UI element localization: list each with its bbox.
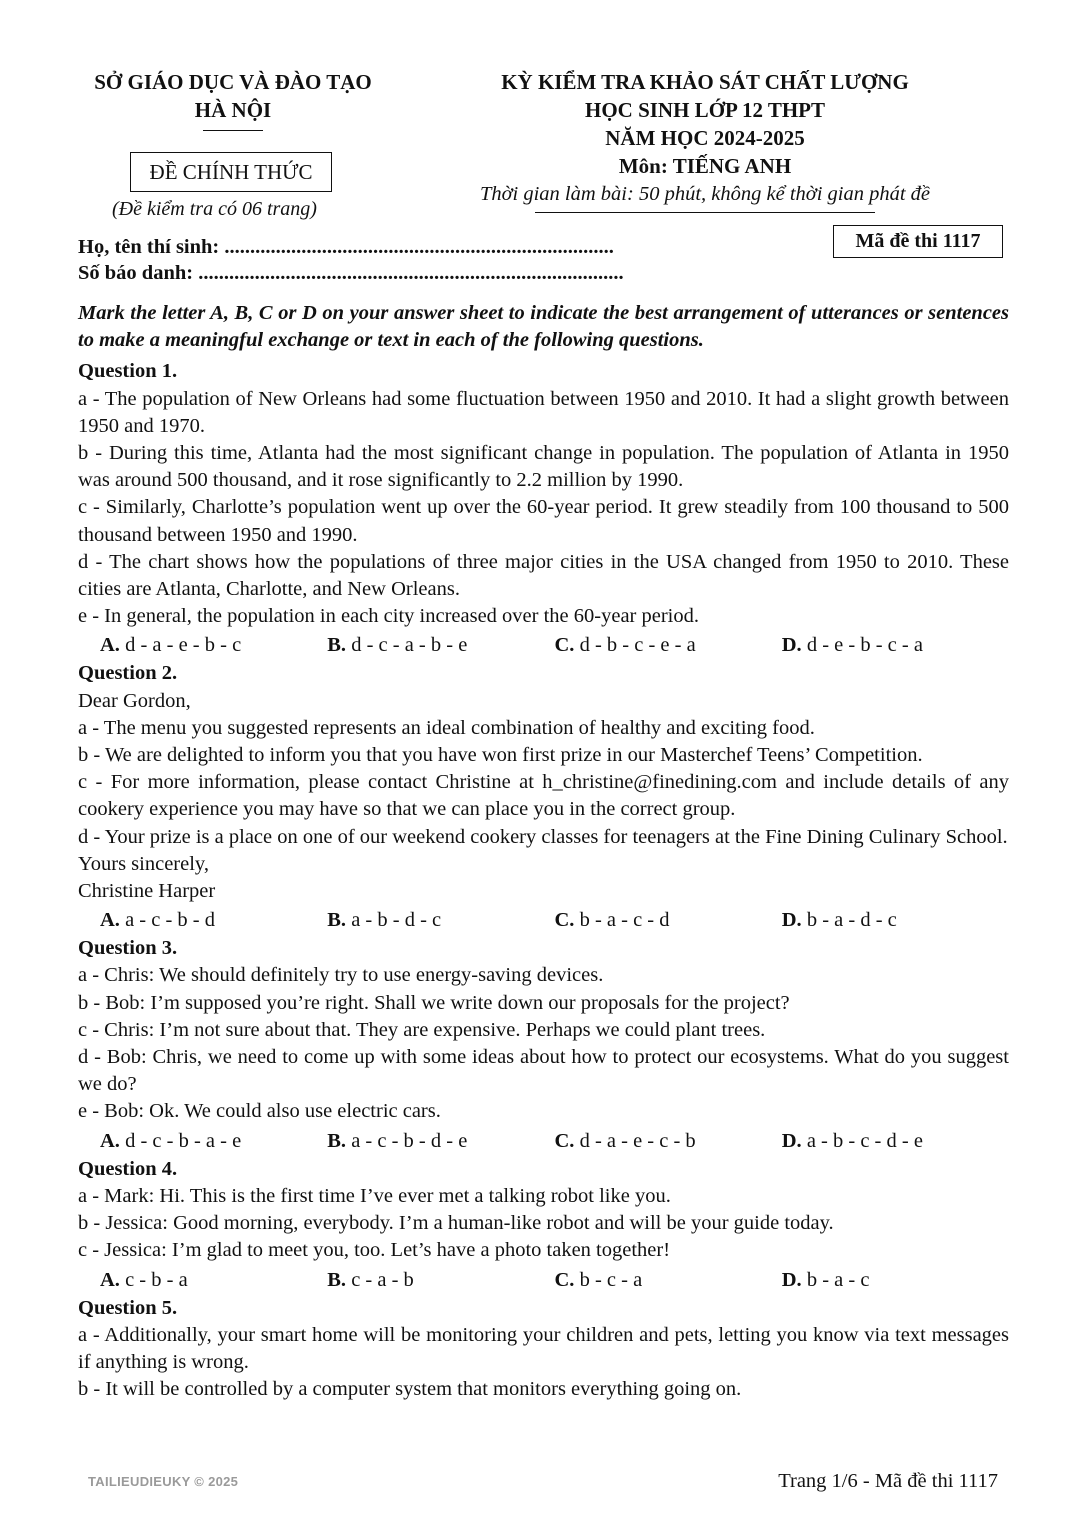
candidate-name-field[interactable]: Họ, tên thí sinh: ............................................................................ <box>78 236 614 258</box>
question-title: Question 5. <box>78 1296 178 1319</box>
exam-code-box: Mã đề thi 1117 <box>833 225 1003 258</box>
exam-header <box>455 68 955 213</box>
exam-body <box>78 300 1009 1403</box>
question-5 <box>78 1295 1009 1404</box>
question-line: b - Bob: I’m supposed you’re right. Shall we write down our proposals for the project? <box>78 991 790 1014</box>
question-line: a - Mark: Hi. This is the first time I’ve ever met a talking robot like you. <box>78 1184 671 1207</box>
question-line: c - For more information, please contact Christine at h_christine@finedining.com and include details of any cookery experience you may have so that we can place you in the correct group. <box>78 771 1009 821</box>
option-b[interactable]: B. a - c - b - d - e <box>327 1129 468 1152</box>
option-a[interactable]: A. d - c - b - a - e <box>100 1129 242 1152</box>
question-3 <box>78 935 1009 1155</box>
question-line: a - Chris: We should definitely try to use energy-saving devices. <box>78 964 604 987</box>
question-title: Question 4. <box>78 1157 178 1180</box>
question-1 <box>78 358 1009 660</box>
question-line: a - Additionally, your smart home will be monitoring your children and pets, letting you know via text messages if anything is wrong. <box>78 1323 1009 1373</box>
exam-subject: Môn: TIẾNG ANH <box>618 154 792 178</box>
question-line: b - Jessica: Good morning, everybody. I’m a human-like robot and will be your guide today. <box>78 1212 834 1235</box>
question-line: c - Jessica: I’m glad to meet you, too. Let’s have a photo taken together! <box>78 1239 671 1262</box>
department-header <box>78 68 388 131</box>
question-line: b - It will be controlled by a computer system that monitors everything going on. <box>78 1378 742 1401</box>
department-name: SỞ GIÁO DỤC VÀ ĐÀO TẠO <box>94 70 372 94</box>
question-title: Question 3. <box>78 937 178 960</box>
option-d[interactable]: D. b - a - c <box>781 1268 870 1291</box>
question-line: d - Your prize is a place on one of our weekend cookery classes for teenagers at the Fine Dining Culinary School. <box>78 825 1008 848</box>
answer-options <box>78 1126 1009 1156</box>
question-4 <box>78 1156 1009 1295</box>
answer-options <box>78 1265 1009 1295</box>
answer-options <box>78 630 1009 660</box>
question-line: Christine Harper <box>78 880 216 903</box>
option-d[interactable]: D. d - e - b - c - a <box>781 634 923 657</box>
question-line: a - The menu you suggested represents an ideal combination of healthy and exciting food. <box>78 716 815 739</box>
answer-options <box>78 905 1009 935</box>
question-line: e - In general, the population in each city increased over the 60-year period. <box>78 605 699 628</box>
option-d[interactable]: D. b - a - d - c <box>781 909 897 932</box>
question-title: Question 1. <box>78 360 178 383</box>
question-line: a - The population of New Orleans had some fluctuation between 1950 and 2010. It had a slight growth between 1950 and 1970. <box>78 387 1009 437</box>
option-c[interactable]: C. b - a - c - d <box>554 909 670 932</box>
option-b[interactable]: B. d - c - a - b - e <box>327 634 468 657</box>
school-year: NĂM HỌC 2024-2025 <box>605 126 805 150</box>
exam-grade: HỌC SINH LỚP 12 THPT <box>585 98 825 122</box>
question-title: Question 2. <box>78 662 178 685</box>
option-c[interactable]: C. d - b - c - e - a <box>554 634 696 657</box>
option-a[interactable]: A. c - b - a <box>100 1268 188 1291</box>
option-a[interactable]: A. d - a - e - b - c <box>100 634 242 657</box>
question-line: Dear Gordon, <box>78 689 191 712</box>
watermark: TAILIEUDIEUKY © 2025 <box>88 1474 239 1489</box>
question-line: b - We are delighted to inform you that you have won first prize in our Masterchef Teens’ Competition. <box>78 744 923 767</box>
question-line: d - The chart shows how the populations of three major cities in the USA changed from 1950 to 2010. These cities are Atlanta, Charlotte, and New Orleans. <box>78 550 1009 601</box>
option-b[interactable]: B. a - b - d - c <box>327 909 442 932</box>
exam-time: Thời gian làm bài: 50 phút, không kể thời gian phát đề <box>479 183 931 205</box>
question-2 <box>78 660 1009 935</box>
city-name: HÀ NỘI <box>194 98 272 122</box>
option-b[interactable]: B. c - a - b <box>327 1268 414 1291</box>
question-line: b - During this time, Atlanta had the most significant change in population. The population of Atlanta in 1950 was around 500 thousand, and it rose significantly to 2.2 million by 1990. <box>78 442 1009 492</box>
question-line: e - Bob: Ok. We could also use electric cars. <box>78 1100 441 1123</box>
option-c[interactable]: C. d - a - e - c - b <box>554 1129 696 1152</box>
option-a[interactable]: A. a - c - b - d <box>100 909 215 932</box>
candidate-number-field[interactable]: Số báo danh: ................................................................................... <box>78 262 624 284</box>
question-line: Yours sincerely, <box>78 852 209 875</box>
option-c[interactable]: C. b - c - a <box>554 1268 643 1291</box>
question-line: d - Bob: Chris, we need to come up with some ideas about how to protect our ecosystems. What do you suggest we do? <box>78 1046 1009 1096</box>
option-d[interactable]: D. a - b - c - d - e <box>781 1129 923 1152</box>
exam-title: KỲ KIỂM TRA KHẢO SÁT CHẤT LƯỢNG <box>501 70 909 94</box>
question-line: c - Similarly, Charlotte’s population went up over the 60-year period. It grew steadily from 100 thousand to 500 thousand between 1950 and 1990. <box>78 496 1009 546</box>
pages-note: (Đề kiểm tra có 06 trang) <box>112 198 317 220</box>
question-line: c - Chris: I’m not sure about that. They are expensive. Perhaps we could plant trees. <box>78 1018 766 1041</box>
header-divider-long <box>535 212 875 213</box>
header-divider <box>203 130 263 131</box>
page-number: Trang 1/6 - Mã đề thi 1117 <box>778 1470 998 1492</box>
official-label: ĐỀ CHÍNH THỨC <box>130 152 332 192</box>
section-instruction: Mark the letter A, B, C or D on your answer sheet to indicate the best arrangement of utterances or sentences to make a meaningful exchange or text in each of the following questions. <box>78 302 1009 352</box>
